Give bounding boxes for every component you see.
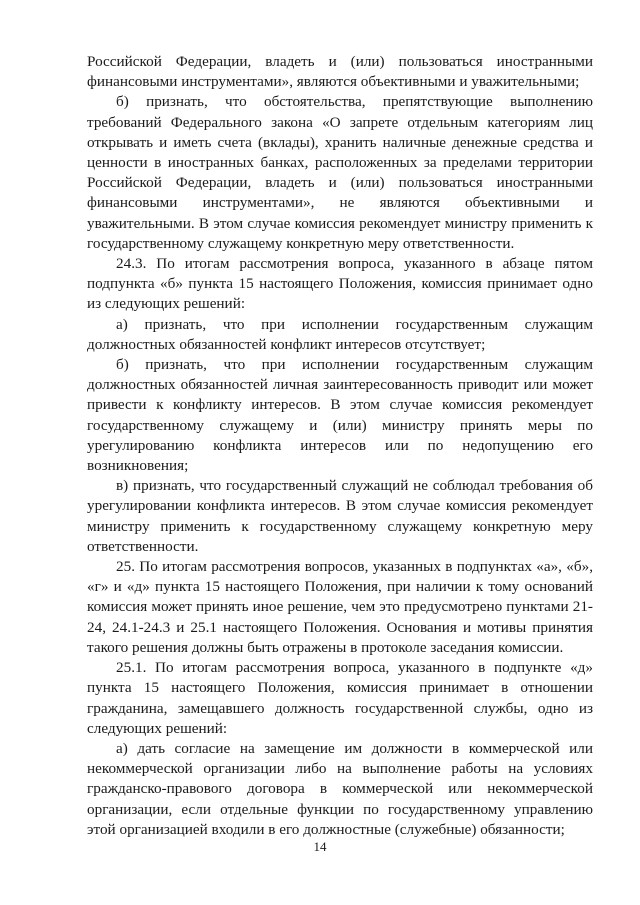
paragraph-1: б) признать, что обстоятельства, препятствующие выполнению требований Федерального закона «О запрете отдельным категориям лиц открывать и иметь счета (вклады), хранить наличные денежные средства и ценности в иностранных банках, расположенных за пределами территории Российской Федерации, владеть и (или) пользоваться иностранными финансовыми инструментами», не являются объективными и уважительными. В этом случае комиссия рекомендует министру применить к государственному служащему конкретную меру ответственности. [87, 93, 593, 252]
paragraph-3: а) признать, что при исполнении государственным служащим должностных обязанностей конфликт интересов отсутствует; [87, 315, 593, 353]
paragraph-7: 25.1. По итогам рассмотрения вопроса, указанного в подпункте «д» пункта 15 настоящего Положения, комиссия принимает в отношении гражданина, замещавшего должность государственной службы, одно из следующих решений: [87, 659, 593, 737]
document-body [87, 52, 593, 840]
paragraph-0: Российской Федерации, владеть и (или) пользоваться иностранными финансовыми инструментами», являются объективными и уважительными; [87, 53, 593, 91]
paragraph-4: б) признать, что при исполнении государственным служащим должностных обязанностей личная заинтересованность приводит или может привести к конфликту интересов. В этом случае комиссия рекомендует государственному служащему и (или) министру принять меры по урегулированию конфликта интересов или по недопущению его возникновения; [87, 356, 593, 475]
paragraph-6: 25. По итогам рассмотрения вопросов, указанных в подпунктах «а», «б», «г» и «д» пункта 15 настоящего Положения, при наличии к тому оснований комиссия может принять иное решение, чем это предусмотрено пунктами 21-24, 24.1-24.3 и 25.1 настоящего Положения. Основания и мотивы принятия такого решения должны быть отражены в протоколе заседания комиссии. [87, 558, 593, 656]
paragraph-8: а) дать согласие на замещение им должности в коммерческой или некоммерческой организации либо на выполнение работы на условиях гражданско-правового договора в коммерческой или некоммерческой организации, если отдельные функции по государственному управлению этой организацией входили в его должностные (служебные) обязанности; [87, 739, 593, 838]
page-number: 14 [313, 839, 327, 854]
paragraph-2: 24.3. По итогам рассмотрения вопроса, указанного в абзаце пятом подпункта «б» пункта 15 настоящего Положения, комиссия принимает одно из следующих решений: [87, 255, 593, 313]
paragraph-5: в) признать, что государственный служащий не соблюдал требования об урегулировании конфликта интересов. В этом случае комиссия рекомендует министру применить к государственному служащему конкретную меру ответственности. [87, 477, 593, 555]
